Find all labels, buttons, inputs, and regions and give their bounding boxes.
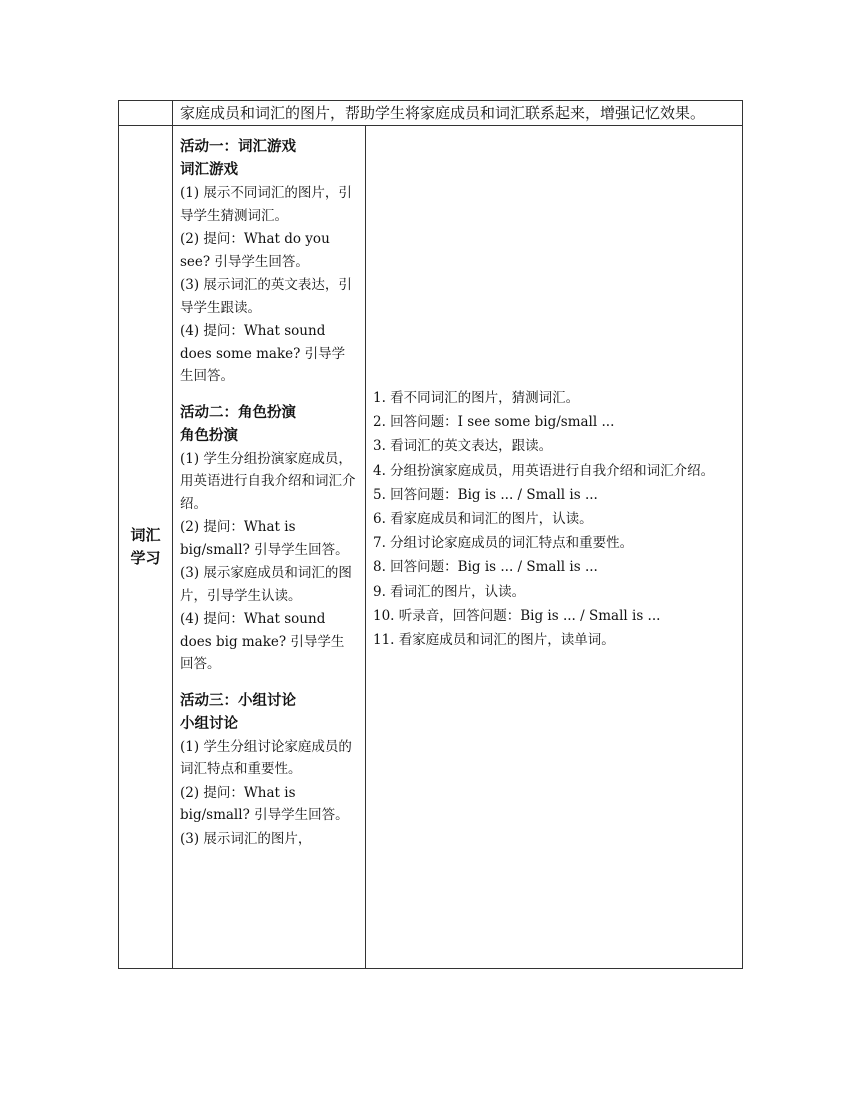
response-item: 7. 分组讨论家庭成员的词汇特点和重要性。 — [373, 535, 634, 552]
response-item: 5. 回答问题：Big is ... / Small is ... — [373, 486, 598, 503]
activity-step: (3) 展示词汇的图片， — [180, 830, 312, 847]
activity-step: (3) 展示词汇的英文表达，引导学生跟读。 — [180, 277, 352, 316]
lesson-plan-table — [118, 100, 743, 969]
activity-subtitle: 小组讨论 — [180, 715, 238, 732]
activity-3 — [180, 690, 357, 851]
top-text-cell — [173, 101, 743, 126]
activity-title: 活动一：词汇游戏 — [180, 139, 296, 155]
activity-step: (4) 提问：What sound does some make? 引导学生回答。 — [180, 323, 346, 384]
activity-2 — [180, 402, 357, 676]
activity-step: (2) 提问：What is big/small? 引导学生回答。 — [180, 784, 349, 823]
response-item: 10. 听录音，回答问题：Big is ... / Small is ... — [373, 607, 661, 624]
activity-step: (2) 提问：What do you see? 引导学生回答。 — [180, 231, 330, 270]
activity-step: (1) 学生分组讨论家庭成员的词汇特点和重要性。 — [180, 738, 352, 777]
stage-label-line1: 词汇 — [130, 526, 161, 544]
response-item: 6. 看家庭成员和词汇的图片，认读。 — [373, 511, 593, 528]
empty-stage-cell — [119, 101, 173, 126]
activity-1 — [180, 136, 357, 388]
response-item: 4. 分组扮演家庭成员，用英语进行自我介绍和词汇介绍。 — [373, 462, 715, 479]
table-row-top — [119, 101, 743, 126]
stage-label-line2: 学习 — [130, 549, 161, 567]
response-item: 3. 看词汇的英文表达，跟读。 — [373, 438, 553, 455]
activity-step: (2) 提问：What is big/small? 引导学生回答。 — [180, 519, 349, 558]
activity-step: (4) 提问：What sound does big make? 引导学生回答。 — [180, 611, 345, 672]
activity-subtitle: 角色扮演 — [180, 427, 238, 444]
activity-title: 活动三：小组讨论 — [180, 692, 296, 709]
stage-cell — [119, 126, 173, 969]
top-row-text: 家庭成员和词汇的图片，帮助学生将家庭成员和词汇联系起来，增强记忆效果。 — [180, 104, 706, 122]
activity-subtitle: 词汇游戏 — [180, 162, 238, 178]
activities-cell — [173, 126, 366, 969]
response-item: 2. 回答问题：I see some big/small ... — [373, 414, 615, 431]
activity-step: (1) 学生分组扮演家庭成员，用英语进行自我介绍和词汇介绍。 — [180, 450, 356, 512]
activity-step: (1) 展示不同词汇的图片，引导学生猜测词汇。 — [180, 185, 352, 224]
response-item: 9. 看词汇的图片，认读。 — [373, 583, 526, 600]
student-response-cell — [366, 126, 743, 969]
activity-title: 活动二：角色扮演 — [180, 404, 296, 421]
activities-list — [173, 126, 365, 850]
response-item: 11. 看家庭成员和词汇的图片，读单词。 — [373, 632, 615, 649]
response-item: 8. 回答问题：Big is ... / Small is ... — [373, 559, 598, 576]
activity-step: (3) 展示家庭成员和词汇的图片，引导学生认读。 — [180, 565, 352, 604]
table-row-vocabulary — [119, 126, 743, 969]
response-item: 1. 看不同词汇的图片，猜测词汇。 — [373, 390, 580, 406]
student-response-list — [366, 126, 742, 652]
